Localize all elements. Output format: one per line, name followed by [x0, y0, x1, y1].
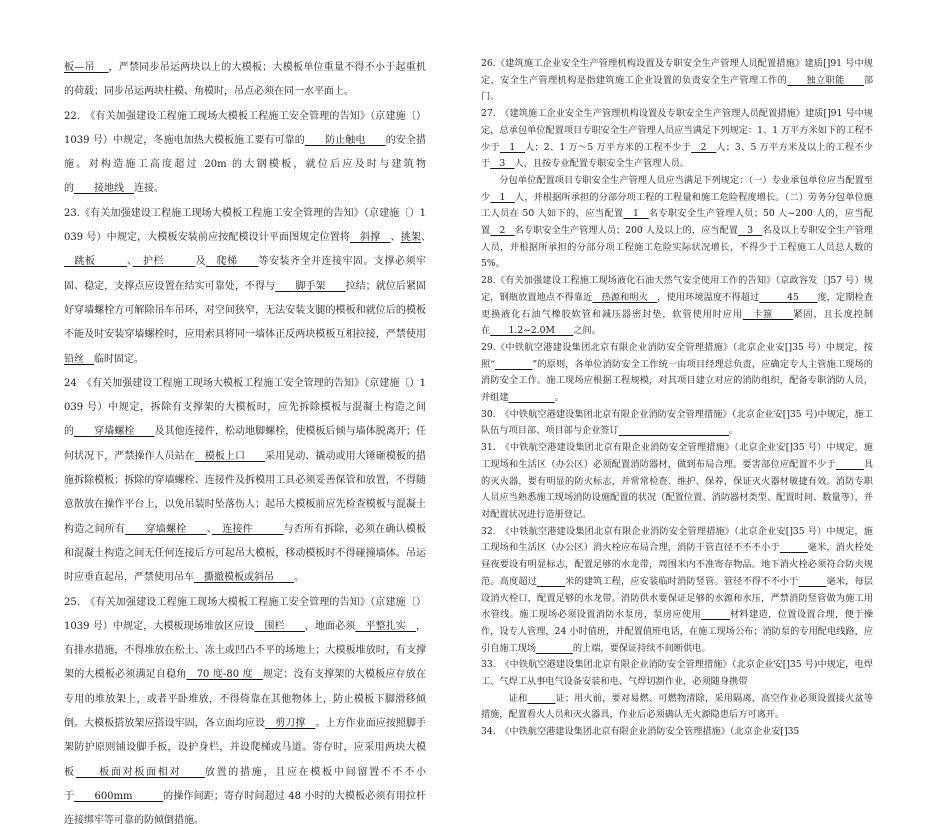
question-text: 。 [729, 425, 739, 437]
right-column [481, 56, 873, 741]
question-text: 连接。 [134, 183, 164, 195]
question-paragraph-r-33 [481, 657, 873, 690]
answer-blank: 接地线 [74, 183, 134, 195]
question-text: 放置的措施，且应在模板中间留置不不不小于 [64, 766, 427, 802]
left-column [64, 56, 426, 834]
question-text: 32. 《中铁航空港建设集团北京有限企业消防安全管理措施》（北京企业安[]35 号）中规定，施工现场和生活区（办公区）消火栓应布局合理，消防干管直径不不不小于 [481, 525, 873, 554]
question-text: 27. 《建筑施工企业安全生产管理机构设置及专职安全生产管理人员配置措施》建质[]91 号中规定，总承包单位配置项目专职安全生产管理人员应当满足下列规定：1、1 万平方米如下的工程不少于 [481, 108, 873, 153]
question-paragraph-r-29 [481, 340, 873, 407]
answer-blank: 撕撤模板或斜吊 [194, 572, 294, 584]
answer-blank: 模板上口 [194, 450, 266, 462]
question-text: 28.《有关加强建设工程施工现场液化石油天然气安全使用工作的告知》（京政容发〔]57 号）规定，钢瓶放置地点不得靠近 [481, 275, 873, 303]
answer-blank: 板—吊 [64, 62, 95, 73]
question-text: 名专职安全生产管理人员；200 人及以上的，应当配置 [514, 225, 738, 237]
question-text: 证；用火前，要对易燃、可燃物清除，采用隔离，高空作业必须设置接火盆等措施，配置看火人员和灭火器具，作业后必须确认无火源隐患后方可离开。 [481, 692, 874, 721]
answer-blank: 围栏 [254, 620, 305, 632]
question-text: 的上端，要保证持续不间断供电。 [572, 642, 711, 654]
question-text: 之间。 [573, 325, 601, 337]
question-text: 具的灭火器，要有明显的防火标志，并常常检查、维护、保养，保证灭火器材敏捷有效。消防专职人员应当熟悉施工现场消防设施配置的状况（配置位置、消防器材类型、配置时间、数量等），并对配置状况进行造册登记。 [481, 458, 874, 520]
question-text: 、 [421, 232, 427, 244]
answer-blank [509, 392, 555, 403]
question-text: ，有排水措施，不得堆放在松土、冻土或凹凸不平的场地上；大模板堆放时，有支撑架的大模板必须满足自稳角 [64, 620, 427, 681]
answer-blank: 铅丝 [64, 353, 84, 365]
question-text: ，使用环境温度不得超过 [657, 291, 760, 303]
question-text: 人，并根据所承担的分部分项工程的工程量和施工危险程度增长。（二）劳务分包单位施工人员在 50 人如下的，应当配置 [481, 191, 873, 220]
answer-blank: 45 [759, 291, 818, 303]
answer-blank: 防止触电 [304, 134, 386, 146]
answer-blank [527, 693, 555, 704]
question-text: 的安全措施。对构造施工高度超过 20m 的大钢模板，就位后应及时与建筑物的 [64, 134, 427, 195]
answer-blank [701, 609, 730, 620]
question-text: 规定；没有支撑架的大模板应存放在专用的堆放架上，或者平卧堆放，不得倚靠在其他物体上，防止模板下脚滑移倾倒。大模板搭放架应搭设牢固，各立面均应设 [64, 669, 427, 730]
question-text: 紧固，且长度控制在 [481, 308, 874, 337]
question-text: 33. 《中铁航空港建设集团北京有限企业消防安全管理措施》（北京企业安[]35 号)中规定，电焊工、气焊工从事电气设备安装和电、气焊切割作业，必须随身携带 [481, 659, 873, 688]
question-text: 31. 《中铁航空港建设集团北京有限企业消防安全管理措施》（北京企业安[]35 号）中规定，施工现场和生活区（办公区）必须配置消防器材，做到布局合理。要害部位应配置不少于 [481, 442, 873, 470]
question-text: 米的建筑工程，应安装临时消防竖管。管径不得不不小于 [565, 575, 799, 587]
answer-blank: 板面对板面相对 [75, 766, 205, 778]
answer-blank: 剪刀撑 [265, 718, 316, 730]
question-text: 拉结；就位后紧固好穿墙螺栓方可解除吊车吊环，对空间狭窄，无法安装支腿的模板和就位后的模板不能及时安装穿墙螺栓时，应用索具将同一墙体正反两块模板互相拉接，严禁使用 [64, 280, 427, 341]
question-paragraph-r-27b [481, 173, 873, 273]
answer-blank: 穿墙螺栓 [125, 523, 207, 535]
answer-blank: 卡箍 [742, 308, 794, 320]
answer-blank: 爬梯 [206, 256, 259, 268]
answer-blank: 热源和明火 [592, 291, 658, 303]
answer-blank: 穿墙螺栓 [74, 426, 155, 438]
answer-blank [84, 354, 94, 365]
question-text: 。上方作业面应按照脚手架防护原则铺设脚手板，设护身栏，并设爬梯或马道。寄存时，应采用两块大模板 [64, 718, 427, 778]
question-text: 25. 《有关加强建设工程施工现场大模板工程施工安全管理的告知》（京建施〔）1039 号）中规定，大模板现场堆放区应设 [64, 596, 426, 632]
question-text: 、 [206, 523, 213, 535]
question-paragraph-r-31 [481, 440, 873, 524]
question-paragraph-r-33b [481, 691, 873, 724]
question-text: 人；2、1 万～5 万平方米的工程不少于 [525, 141, 692, 153]
question-paragraph-r-27 [481, 106, 873, 173]
answer-blank [495, 359, 532, 370]
answer-blank: 1 [490, 191, 515, 203]
answer-blank: 脚手架 [275, 280, 346, 292]
question-text: 24 《有关加强建设工程施工现场大模板工程施工安全管理的告知》（京建施〔）1039 号）中规定，拆除有支撑架的大模板时，应先拆除模板与混凝土构造之间的 [64, 377, 426, 438]
question-text: 分包单位配置项目专职安全生产管理人员应当满足下列规定：（一）专业承包单位应当配置至少 [481, 174, 873, 203]
answer-blank: 1 [623, 208, 649, 220]
question-text: 34. 《中铁航空港建设集团北京有限企业消防安全管理措施》（北京企业安[]35 [481, 726, 800, 738]
question-text: 毫米，每层设消火栓口，配置足够的水龙带。消防供水要保证足够的水源和水压，严禁消防竖管做为施工用水管线。施工现场必须设置消防水泵房，泵房应使用 [481, 575, 874, 621]
answer-blank [619, 425, 729, 436]
answer-blank: 2 [490, 225, 515, 237]
question-text: 名专职安全生产管理人员；50 人~200 人的，应当配置 [481, 208, 873, 237]
answer-blank: 2 [691, 141, 717, 153]
answer-blank [780, 542, 808, 553]
question-paragraph-l-22 [64, 105, 426, 202]
question-text: 材料建造，位置设置合理，便于操作，设专人管理，24 小时值班，并配置值班电话，在施工现场公布；消防泵的专用配电线路，应引自施工现场 [481, 609, 874, 654]
question-text: 临时固定。 [94, 353, 144, 365]
answer-blank: 独立职能 [787, 74, 864, 86]
question-paragraph-r-30 [481, 407, 873, 440]
question-text: 度，定期检查更换液化石油气橡胶软管和减压器密封垫，软管使用时应用 [481, 291, 874, 320]
answer-blank [836, 459, 864, 470]
question-paragraph-l-a [64, 56, 426, 105]
question-text: 名及以上专职安全生产管理人员，并根据所承担的分部分项工程施工危险实际状况增长，不得少于工程施工人员总人数的 5%。 [481, 225, 873, 270]
question-text: 30. 《中铁航空港建设集团北京有限企业消防安全管理措施》（北京企业安[]35 号)中规定，施工队伍与项目部、项目部与企业签订 [481, 408, 873, 437]
answer-blank: 跳板 [64, 256, 127, 268]
answer-blank: 3 [737, 225, 763, 237]
question-text: 。 [294, 572, 304, 584]
answer-blank: 斜撑 [350, 232, 391, 244]
question-text: 毫米，消火栓处昼夜要设有明显标志，配置足够的水龙带，周围米内不准寄存物品。地下消火栓必须符合防火规范。高度超过 [481, 542, 874, 587]
question-text: 等安装齐全并连接牢固。支撑必须牢固、稳定，支撑点应设置在结实可靠处，不得与 [64, 256, 426, 292]
question-text: 29.《中铁航空港建设集团北京有限企业消防安全管理措施》（北京企业安[]35 号）中规定，按照“ [481, 341, 873, 370]
question-text: 与否所有拆除，必须在确认模板和混凝土构造之间无任何连接后方可起吊大模板，移动模板时不得碰撞墙体。吊运时应垂直起吊，严禁使用吊车 [64, 523, 427, 584]
question-text: 22. 《有关加强建设工程施工现场大模板工程施工安全管理的告知》（京建施〔）1039 号）中规定，冬施电加热大模板施工要有可靠的 [64, 110, 426, 146]
question-paragraph-r-28 [481, 273, 873, 340]
question-paragraph-r-26 [481, 56, 873, 106]
answer-blank [95, 62, 109, 73]
question-paragraph-l-24 [64, 372, 426, 591]
question-text: 及 [195, 256, 206, 268]
question-text: 。 [554, 392, 564, 404]
answer-blank: 1 [499, 141, 526, 153]
question-text: 部门。 [481, 74, 873, 103]
answer-blank: 3 [490, 158, 515, 170]
answer-blank: 平整扎实 [355, 620, 417, 632]
question-text: 采用晃动、撬动或用大锤砸模板的措施拆除模板；拆除的穿墙螺栓、连接件及拆模用工具必须妥善保管和放置，不得随意散放在操作平台上，以免吊装时坠落伤人；起吊大模板前应先检查模板与混凝土构造之间所有 [64, 450, 427, 535]
question-text: 人，且按专业配置专职安全生产管理人员。 [514, 158, 689, 170]
question-text: ，地面必须 [304, 620, 356, 632]
question-text: 、 [390, 232, 401, 244]
answer-blank [536, 643, 573, 654]
answer-blank: 70 度-80 度 [186, 669, 263, 681]
answer-blank: 1.2~2.0M [490, 325, 574, 337]
question-paragraph-r-32 [481, 524, 873, 658]
question-text: 的操作间距；寄存时间超过 48 小时的大模板必须有用拉杆连接绑牢等可靠的防倾倒措施。 [64, 790, 426, 827]
question-paragraph-l-23 [64, 202, 426, 372]
question-text: 证和 [499, 692, 528, 704]
question-text: 23.《有关加强建设工程施工现场大模板工程施工安全管理的告知》（京建施〔）1039 号）中规定，大模板安装前应按配模设计平面图规定位置将 [64, 207, 426, 244]
question-paragraph-l-25 [64, 591, 426, 834]
answer-blank: 挑架 [400, 232, 422, 244]
answer-blank: 护栏 [132, 256, 196, 268]
answer-blank [798, 576, 826, 587]
question-text: 、 [127, 256, 133, 268]
question-text: 人；3、5 万平方米及以上的工程不少于 [481, 141, 873, 170]
question-paragraph-r-34 [481, 724, 873, 741]
question-text: ”的原则，各单位消防安全工作统一由项目经理总负责，应确定专人主管施工现场的消防安全工作。施工现场应根据工程规模，对其项目建立对应的消防组织，配备专职消防人员，并组建 [481, 358, 873, 404]
answer-blank: 连接件 [212, 523, 284, 535]
answer-blank [537, 576, 565, 587]
question-text: 26.《建筑施工企业安全生产管理机构设置及专职安全生产管理人员配置措施》建质[]91 号中规定，安全生产管理机构是指建筑施工企业设置的负责安全生产管理工作的 [481, 58, 873, 86]
answer-blank: 600mm [74, 790, 164, 802]
question-text: ，严禁同步吊运两块以上的大模板；大模板单位重量不得不小于起重机的荷载；同步吊运两块柱模、角模时，吊点必须在同一水平面上。 [64, 62, 427, 98]
question-text: 及其他连接件，松动地脚螺栓，使模板后倾与墙体脱离开；任何状况下，严禁操作人员站在 [64, 426, 427, 462]
